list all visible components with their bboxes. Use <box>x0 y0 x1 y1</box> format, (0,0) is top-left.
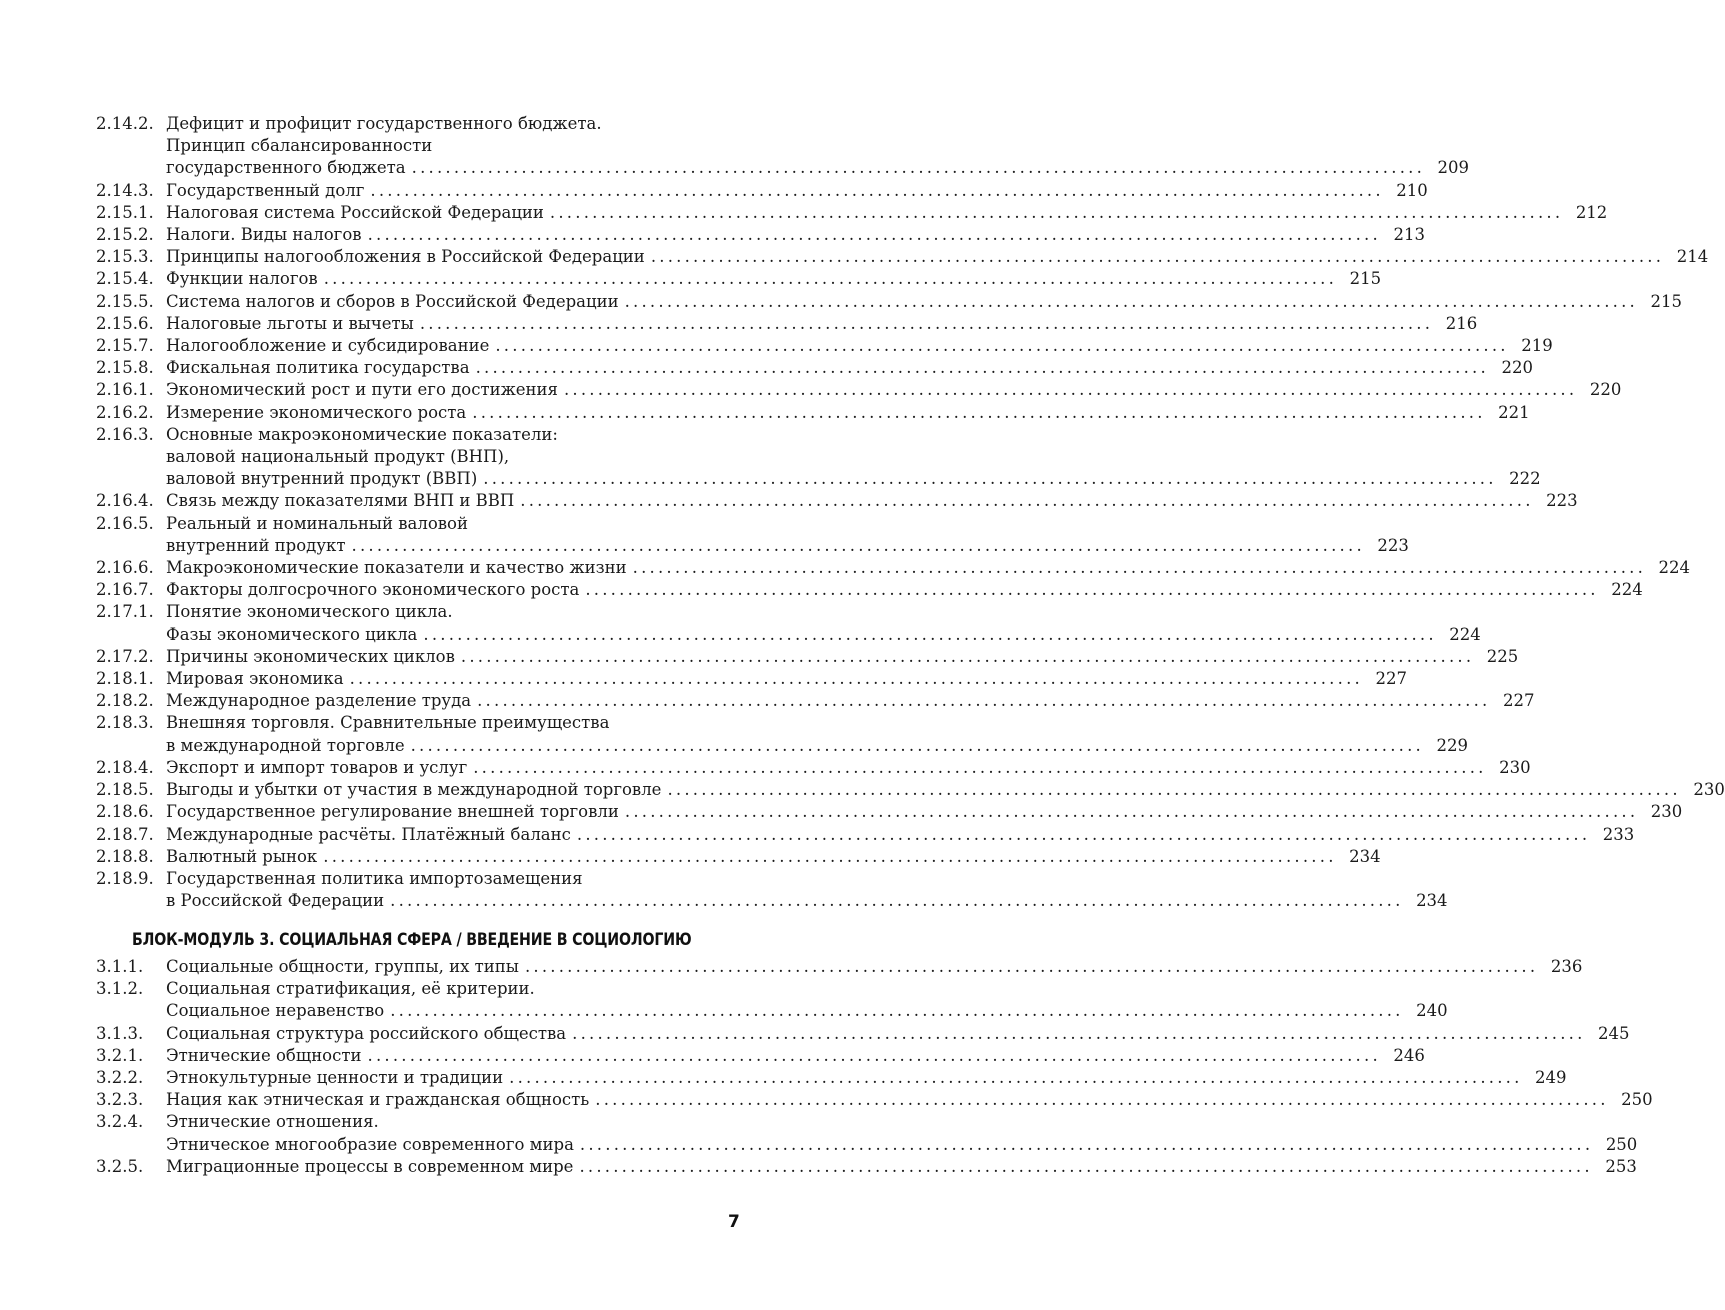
toc-entry-title: Этнокультурные ценности и традиции <box>166 1068 504 1088</box>
dot-leader: ........................................................................................................................ <box>477 691 1491 711</box>
toc-entry-number: 2.15.2. <box>96 225 154 245</box>
toc-entry-number: 2.18.3. <box>96 713 154 733</box>
toc-entry-number: 2.18.2. <box>96 691 154 711</box>
toc-entry <box>96 1156 1637 1178</box>
toc-entry <box>96 490 1578 512</box>
page-number: 7 <box>728 1212 740 1232</box>
toc-entry-body <box>166 824 1635 846</box>
toc-entry <box>96 824 1635 846</box>
toc-entry-title: Социальное неравенство <box>166 1001 385 1021</box>
toc-entry <box>96 313 1478 335</box>
dot-leader: ........................................................................................................................ <box>563 380 1578 400</box>
toc-entry-number: 3.1.2. <box>96 979 144 999</box>
toc-entry-line <box>166 291 1682 313</box>
toc-entry-title: Государственная политика импортозамещения <box>166 868 583 888</box>
toc-entry <box>96 846 1381 868</box>
toc-entry-title: государственного бюджета <box>166 158 406 178</box>
toc-entry-line <box>166 335 1553 357</box>
toc-entry-body <box>166 357 1533 379</box>
toc-entry-body <box>166 246 1709 268</box>
toc-entry-title: Налоговые льготы и вычеты <box>166 313 414 333</box>
toc-entry-title: Международное разделение труда <box>166 691 472 711</box>
toc-entry-number: 2.18.5. <box>96 780 154 800</box>
toc-entry-line <box>166 978 746 1000</box>
toc-entry-page: 223 <box>1377 535 1409 555</box>
toc-entry-title: Миграционные процессы в современном мире <box>166 1156 574 1176</box>
toc-entry-title: Функции налогов <box>166 269 318 289</box>
toc-entry-body <box>166 490 1578 512</box>
toc-entry-page: 215 <box>1349 269 1382 289</box>
toc-entry-number: 2.15.7. <box>96 336 154 356</box>
toc-entry-body <box>166 779 1725 801</box>
toc-entry-number: 2.15.6. <box>96 313 154 333</box>
toc-entry-line <box>166 801 1683 823</box>
dot-leader: ........................................................................................................................ <box>411 158 1426 178</box>
toc-entry-title: Понятие экономического цикла. <box>166 602 453 622</box>
toc-entry-number: 2.16.7. <box>96 580 154 600</box>
toc-entry-page: 236 <box>1550 957 1583 976</box>
toc-entry <box>96 1111 1638 1155</box>
toc-entry-page: 250 <box>1605 1134 1638 1154</box>
toc-entry <box>96 424 1541 491</box>
toc-entry-title: Макроэкономические показатели и качество жизни <box>166 558 627 578</box>
toc-entry-title: Дефицит и профицит государственного бюджета. <box>166 114 602 133</box>
toc-entry-page: 221 <box>1498 402 1530 422</box>
toc-entry-title: Государственное регулирование внешней торговли <box>166 802 619 822</box>
toc-entry <box>96 202 1608 224</box>
toc-entry-page: 210 <box>1396 180 1428 200</box>
toc-entry-page: 209 <box>1437 158 1470 178</box>
toc-entry-line <box>166 1045 1425 1067</box>
dot-leader: ........................................................................................................................ <box>473 757 1487 777</box>
toc-entry-number: 2.18.4. <box>96 757 154 777</box>
toc-entry-body <box>166 402 1530 424</box>
dot-leader: ........................................................................................................................ <box>549 202 1564 222</box>
dot-leader: ........................................................................................................................ <box>423 624 1437 644</box>
toc-entry-page: 224 <box>1658 558 1691 578</box>
toc-entry-title: Экономический рост и пути его достижения <box>166 380 558 400</box>
dot-leader: ........................................................................................................................ <box>650 247 1665 267</box>
toc-entry-line <box>166 246 1709 268</box>
toc-entry-page: 230 <box>1499 757 1531 777</box>
toc-entry-line <box>166 668 1407 690</box>
toc-entry <box>96 779 1725 801</box>
toc-entry-number: 2.16.5. <box>96 513 154 533</box>
toc-entry-number: 2.14.2. <box>96 114 154 133</box>
toc-entry-line <box>166 1067 1567 1089</box>
toc-entry-number: 2.18.9. <box>96 868 154 888</box>
toc-entry-number: 2.16.6. <box>96 558 154 578</box>
toc-entry-body <box>166 1089 1653 1111</box>
toc-entry-page: 219 <box>1521 336 1553 356</box>
toc-entry-title: Налоги. Виды налогов <box>166 225 362 245</box>
toc-entry-page: 234 <box>1349 846 1381 866</box>
toc-entry-title: Налоговая система Российской Федерации <box>166 202 544 222</box>
toc-entry-number: 2.15.4. <box>96 269 154 289</box>
toc-entry-title: Валютный рынок <box>166 846 318 866</box>
table-of-contents-part2 <box>96 956 1653 1178</box>
toc-entry-body <box>166 668 1407 690</box>
toc-entry-title: Мировая экономика <box>166 669 344 689</box>
toc-entry-line <box>166 579 1643 601</box>
toc-entry-body <box>166 690 1535 712</box>
toc-entry-line <box>166 1023 1630 1045</box>
toc-entry-title: Основные макроэкономические показатели: <box>166 424 558 444</box>
dot-leader: ........................................................................................................................ <box>349 669 1363 689</box>
toc-entry <box>96 402 1530 424</box>
toc-entry-title: Измерение экономического роста <box>166 402 467 422</box>
toc-entry-line <box>166 735 1468 757</box>
toc-entry-page: 249 <box>1535 1068 1567 1088</box>
toc-entry-line <box>166 1111 746 1133</box>
toc-entry-number: 2.18.6. <box>96 802 154 822</box>
toc-entry-line <box>166 557 1691 579</box>
toc-entry-number: 2.16.4. <box>96 491 154 511</box>
toc-entry-body <box>166 579 1643 601</box>
toc-entry-body <box>166 1156 1637 1178</box>
dot-leader: ........................................................................................................................ <box>370 180 1384 200</box>
toc-entry <box>96 1023 1630 1045</box>
toc-entry <box>96 579 1643 601</box>
dot-leader: ........................................................................................................................ <box>632 558 1647 578</box>
toc-entry-body <box>166 801 1683 823</box>
toc-entry-line <box>166 868 746 890</box>
toc-entry-title: Социальная структура российского общества <box>166 1023 567 1043</box>
toc-entry <box>96 956 1583 978</box>
toc-entry-title: Социальная стратификация, её критерии. <box>166 979 535 999</box>
toc-entry-page: 213 <box>1393 225 1425 245</box>
toc-entry-line <box>166 402 1530 424</box>
toc-entry-body <box>166 291 1682 313</box>
toc-entry-title: внутренний продукт <box>166 535 346 555</box>
toc-entry-title: Факторы долгосрочного экономического роста <box>166 580 580 600</box>
toc-entry-title: Нация как этническая и гражданская общность <box>166 1090 590 1110</box>
dot-leader: ........................................................................................................................ <box>595 1090 1609 1110</box>
toc-entry-number: 3.2.4. <box>96 1112 144 1132</box>
toc-entry <box>96 224 1425 246</box>
toc-entry-page: 230 <box>1650 802 1683 822</box>
toc-entry-line <box>166 757 1531 779</box>
toc-entry <box>96 668 1407 690</box>
dot-leader: ........................................................................................................................ <box>624 802 1639 822</box>
toc-entry-title: Система налогов и сборов в Российской Федерации <box>166 291 619 311</box>
section-title: БЛОК-МОДУЛЬ 3. СОЦИАЛЬНАЯ СФЕРА / ВВЕДЕНИЕ В СОЦИОЛОГИЮ <box>132 930 692 949</box>
toc-entry <box>96 978 1448 1022</box>
toc-entry-title: Связь между показателями ВНП и ВВП <box>166 491 515 511</box>
toc-entry-number: 2.17.1. <box>96 602 154 622</box>
dot-leader: ........................................................................................................................ <box>576 824 1591 844</box>
toc-entry-number: 2.15.5. <box>96 291 154 311</box>
toc-entry-page: 229 <box>1436 735 1468 755</box>
toc-entry-number: 2.18.1. <box>96 669 154 689</box>
toc-entry-title: в Российской Федерации <box>166 891 385 911</box>
dot-leader: ........................................................................................................................ <box>509 1068 1523 1088</box>
toc-entry-page: 240 <box>1416 1001 1448 1021</box>
toc-entry-page: 223 <box>1546 491 1578 511</box>
toc-entry <box>96 690 1535 712</box>
toc-entry-line <box>166 157 1470 179</box>
dot-leader: ........................................................................................................................ <box>367 225 1381 245</box>
toc-entry-line <box>166 424 746 446</box>
toc-entry-title: Этнические отношения. <box>166 1112 379 1132</box>
toc-entry-number: 3.1.3. <box>96 1023 144 1043</box>
dot-leader: ........................................................................................................................ <box>624 291 1638 311</box>
toc-entry-title: Социальные общности, группы, их типы <box>166 957 519 976</box>
toc-entry <box>96 868 1448 912</box>
toc-entry-line <box>166 202 1608 224</box>
toc-entry-body <box>166 1111 1638 1155</box>
toc-entry-body <box>166 335 1553 357</box>
toc-entry-number: 2.15.1. <box>96 202 154 222</box>
toc-entry-body <box>166 379 1622 401</box>
dot-leader: ........................................................................................................................ <box>323 846 1337 866</box>
toc-entry-body <box>166 268 1382 290</box>
toc-entry-line <box>166 712 746 734</box>
toc-entry-title: в международной торговле <box>166 735 405 755</box>
toc-entry-title: Фискальная политика государства <box>166 358 470 378</box>
toc-entry-number: 2.18.7. <box>96 824 154 844</box>
toc-entry-line <box>166 646 1519 668</box>
toc-entry-line <box>166 135 746 157</box>
toc-entry-line <box>166 513 746 535</box>
toc-entry-page: 246 <box>1393 1045 1425 1065</box>
dot-leader: ........................................................................................................................ <box>472 402 1486 422</box>
toc-entry-page: 220 <box>1501 358 1533 378</box>
toc-entry-title: валовой национальный продукт (ВНП), <box>166 447 510 467</box>
toc-entry-page: 227 <box>1375 669 1407 689</box>
dot-leader: ........................................................................................................................ <box>390 1001 1404 1021</box>
toc-entry-title: Выгоды и убытки от участия в международной торговле <box>166 780 662 800</box>
toc-entry-body <box>166 868 1448 912</box>
toc-entry-title: Международные расчёты. Платёжный баланс <box>166 824 571 844</box>
toc-entry-number: 3.2.3. <box>96 1090 144 1110</box>
toc-entry-title: Реальный и номинальный валовой <box>166 513 468 533</box>
dot-leader: ........................................................................................................................ <box>410 735 1424 755</box>
dot-leader: ........................................................................................................................ <box>419 313 1434 333</box>
toc-entry-body <box>166 180 1428 202</box>
dot-leader: ........................................................................................................................ <box>390 891 1404 911</box>
toc-entry <box>96 557 1691 579</box>
toc-entry <box>96 757 1531 779</box>
toc-entry-line <box>166 468 1541 490</box>
toc-entry-line <box>166 446 746 468</box>
toc-entry-line <box>166 690 1535 712</box>
toc-entry-page: 224 <box>1449 624 1481 644</box>
dot-leader: ........................................................................................................................ <box>579 1156 1593 1176</box>
toc-entry-line <box>166 1156 1637 1178</box>
toc-entry-title: Принцип сбалансированности <box>166 136 433 156</box>
toc-entry-page: 216 <box>1445 313 1478 333</box>
toc-entry-page: 245 <box>1598 1023 1630 1043</box>
toc-entry-page: 214 <box>1676 247 1709 267</box>
toc-entry-line <box>166 268 1382 290</box>
toc-entry-line <box>166 224 1425 246</box>
toc-entry <box>96 357 1533 379</box>
dot-leader: ........................................................................................................................ <box>475 358 1489 378</box>
toc-entry-number: 3.2.1. <box>96 1045 144 1065</box>
toc-entry-body <box>166 113 1470 180</box>
dot-leader: ........................................................................................................................ <box>483 469 1497 489</box>
toc-entry-number: 3.2.5. <box>96 1156 144 1176</box>
toc-entry-line <box>166 846 1381 868</box>
dot-leader: ........................................................................................................................ <box>667 780 1681 800</box>
toc-entry-body <box>166 557 1691 579</box>
toc-entry-body <box>166 646 1519 668</box>
toc-entry-page: 253 <box>1605 1156 1637 1176</box>
toc-entry-line <box>166 956 1583 978</box>
toc-entry-page: 233 <box>1602 824 1635 844</box>
toc-entry <box>96 246 1709 268</box>
toc-entry-number: 2.18.8. <box>96 846 154 866</box>
toc-entry-page: 250 <box>1621 1090 1653 1110</box>
toc-entry-body <box>166 601 1481 645</box>
toc-entry-line <box>166 1089 1653 1111</box>
toc-entry-line <box>166 535 1409 557</box>
toc-entry <box>96 268 1382 290</box>
toc-entry-body <box>166 846 1381 868</box>
toc-entry-page: 230 <box>1693 780 1725 800</box>
toc-entry-body <box>166 956 1583 978</box>
toc-entry-line <box>166 624 1481 646</box>
toc-entry-number: 2.16.1. <box>96 380 154 400</box>
toc-entry-line <box>166 779 1725 801</box>
dot-leader: ........................................................................................................................ <box>585 580 1599 600</box>
dot-leader: ........................................................................................................................ <box>495 336 1509 356</box>
toc-entry-number: 2.17.2. <box>96 646 154 666</box>
toc-entry-page: 227 <box>1503 691 1535 711</box>
toc-entry-title: Экспорт и импорт товаров и услуг <box>166 757 468 777</box>
toc-entry-page: 215 <box>1650 291 1682 311</box>
toc-entry-line <box>166 113 746 135</box>
dot-leader: ........................................................................................................................ <box>520 491 1534 511</box>
toc-entry-number: 3.1.1. <box>96 957 144 976</box>
toc-entry-body <box>166 712 1468 756</box>
dot-leader: ........................................................................................................................ <box>460 646 1475 666</box>
toc-entry-number: 2.15.8. <box>96 358 154 378</box>
toc-entry <box>96 180 1428 202</box>
toc-entry-title: Причины экономических циклов <box>166 646 455 666</box>
toc-entry-page: 222 <box>1509 469 1541 489</box>
toc-entry-line <box>166 824 1635 846</box>
toc-entry-page: 220 <box>1589 380 1622 400</box>
toc-entry-number: 2.16.2. <box>96 402 154 422</box>
toc-entry-title: Фазы экономического цикла <box>166 624 418 644</box>
toc-entry <box>96 1089 1653 1111</box>
toc-entry-body <box>166 224 1425 246</box>
toc-entry <box>96 335 1553 357</box>
toc-entry-body <box>166 757 1531 779</box>
toc-entry-number: 2.14.3. <box>96 180 154 200</box>
toc-entry-title: Этническое многообразие современного мира <box>166 1134 574 1154</box>
dot-leader: ........................................................................................................................ <box>572 1023 1586 1043</box>
dot-leader: ........................................................................................................................ <box>367 1045 1381 1065</box>
toc-entry-title: Внешняя торговля. Сравнительные преимущества <box>166 713 610 733</box>
toc-entry-line <box>166 357 1533 379</box>
toc-entry <box>96 1067 1567 1089</box>
toc-entry-number: 3.2.2. <box>96 1068 144 1088</box>
toc-entry-line <box>166 490 1578 512</box>
toc-entry <box>96 291 1682 313</box>
toc-entry-number: 2.16.3. <box>96 424 154 444</box>
toc-entry <box>96 601 1481 645</box>
toc-entry <box>96 712 1468 756</box>
toc-entry-title: Этнические общности <box>166 1045 362 1065</box>
toc-entry-body <box>166 513 1409 557</box>
toc-entry-line <box>166 379 1622 401</box>
toc-entry-line <box>166 1134 1638 1156</box>
toc-entry-body <box>166 1045 1425 1067</box>
dot-leader: ........................................................................................................................ <box>323 269 1338 289</box>
toc-entry <box>96 379 1622 401</box>
toc-entry-line <box>166 890 1448 912</box>
toc-entry-title: Налогообложение и субсидирование <box>166 336 490 356</box>
toc-entry <box>96 801 1683 823</box>
toc-entry <box>96 1045 1425 1067</box>
toc-entry-line <box>166 601 746 623</box>
toc-entry-title: Государственный долг <box>166 180 365 200</box>
toc-entry-body <box>166 1067 1567 1089</box>
toc-entry-line <box>166 313 1478 335</box>
table-of-contents-part1 <box>96 113 1725 912</box>
toc-entry-page: 225 <box>1486 646 1519 666</box>
toc-entry-body <box>166 313 1478 335</box>
toc-entry-page: 234 <box>1416 891 1448 911</box>
toc-entry-title: Принципы налогообложения в Российской Федерации <box>166 247 645 267</box>
toc-entry-page: 212 <box>1575 202 1608 222</box>
dot-leader: ........................................................................................................................ <box>579 1134 1594 1154</box>
dot-leader: ........................................................................................................................ <box>524 957 1539 976</box>
toc-entry-body <box>166 202 1608 224</box>
toc-entry-body <box>166 978 1448 1022</box>
toc-entry-title: валовой внутренний продукт (ВВП) <box>166 469 478 489</box>
toc-entry-body <box>166 424 1541 491</box>
toc-entry-line <box>166 1000 1448 1022</box>
toc-entry-page: 224 <box>1611 580 1643 600</box>
toc-entry <box>96 646 1519 668</box>
toc-entry-number: 2.15.3. <box>96 247 154 267</box>
toc-entry <box>96 113 1470 180</box>
toc-entry-body <box>166 1023 1630 1045</box>
dot-leader: ........................................................................................................................ <box>351 535 1365 555</box>
toc-entry-line <box>166 180 1428 202</box>
toc-entry <box>96 513 1409 557</box>
